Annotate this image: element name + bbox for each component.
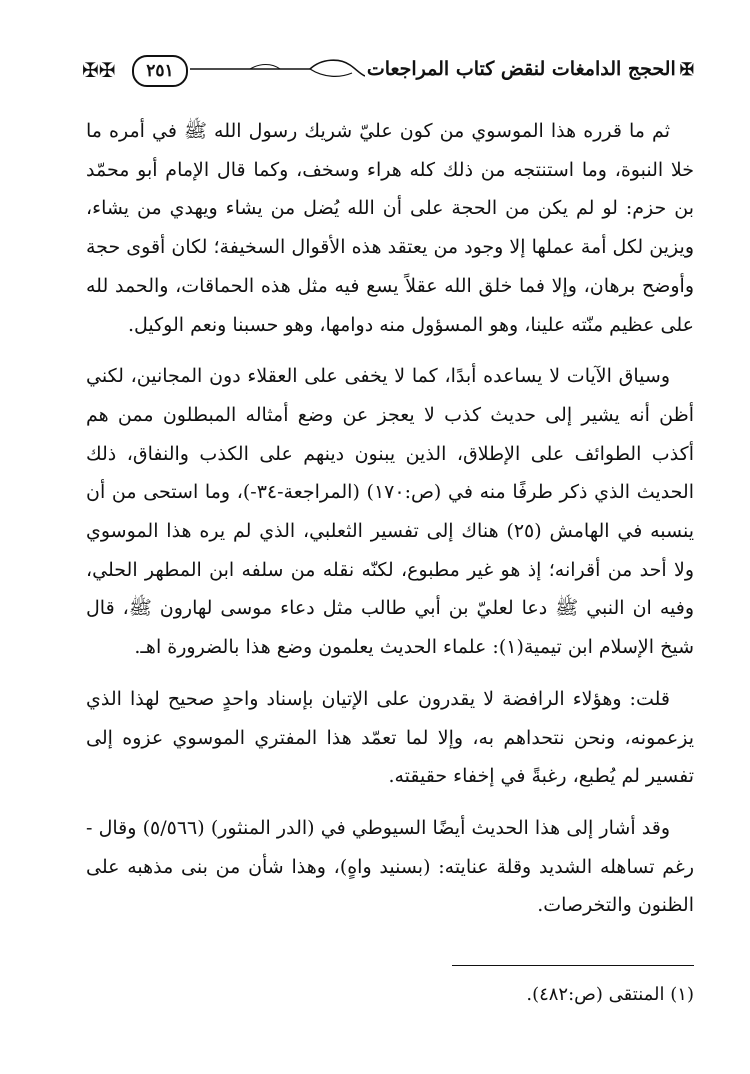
footnote: (١) المنتقى (ص:٤٨٢). [526,984,694,1005]
decorative-flourish-icon [190,56,365,82]
running-header [82,52,694,94]
book-title [367,58,694,80]
page-number: ٢٥١ [132,55,188,87]
header-ornament-left-icon: ✠✠ [82,58,116,82]
paragraph: وقد أشار إلى هذا الحديث أيضًا السيوطي في (الدر المنثور) (٥/٥٦٦) وقال - رغم تساهله الشديد وقلة عنايته: (بسنيد واهٍ)، وهذا شأن من بنى مذهبه على الظنون والتخرصات. [86,816,694,917]
footnotes [86,980,694,1010]
paragraph: وسياق الآيات لا يساعده أبدًا، كما لا يخفى على العقلاء دون المجانين، لكني أظن أنه يشير إلى حديث كذب لا يعجز عن وضع أمثاله المبطلون ممن هم أكذب الطوائف على الإطلاق، الذين يبنون دينهم على الكذب والنفاق، ذلك الحديث الذي ذكر طرفًا منه في (ص:١٧٠) (المراجعة-٣٤-)، وما استحى من أن ينسبه في الهامش (٢٥) هناك إلى تفسير الثعلبي، الذي لم يره هذا الموسوي ولا أحد من أقرانه؛ إذ هو غير مطبوع، لكنّه نقله من سلفه ابن المطهر الحلي، وفيه ان النبي ﷺ دعا لعليّ بن أبي طالب مثل دعاء موسى لهارون ﷺ، قال شيخ الإسلام ابن تيمية(١): علماء الحديث يعلمون وضع هذا بالضرورة اهـ. [86,365,694,659]
book-title-text: الحجج الدامغات لنقض كتاب المراجعات [366,58,676,80]
footnote-divider [452,965,694,966]
paragraph: قلت: وهؤلاء الرافضة لا يقدرون على الإتيان بإسناد واحدٍ صحيح لهذا الذي يزعمونه، ونحن نتحداهم به، وإلا لما تعمّد هذا المفتري الموسوي عزوه إلى تفسير لم يُطبع، رغبةً في إخفاء حقيقته. [86,687,694,788]
header-ornament-right-icon: ✠ [679,60,694,80]
paragraph: ثم ما قرره هذا الموسوي من كون عليّ شريك رسول الله ﷺ في أمره ما خلا النبوة، وما استنتجه من ذلك كله هراء وسخف، وكما قال الإمام أبو محمّد بن حزم: لو لم يكن من الحجة على أن الله يُضل من يشاء ويهدي من يشاء، ويزين لكل أمة عملها إلا وجود من يعتقد هذه الأقوال السخيفة؛ لكان أقوى حجة وأوضح برهان، وإلا فما خلق الله عقلاً يسع فيه مثل هذه الحماقات، والحمد لله على عظيم منّته علينا، وهو المسؤول منه دوامها، وهو حسبنا ونعم الوكيل. [86,120,694,336]
main-text [86,112,694,938]
